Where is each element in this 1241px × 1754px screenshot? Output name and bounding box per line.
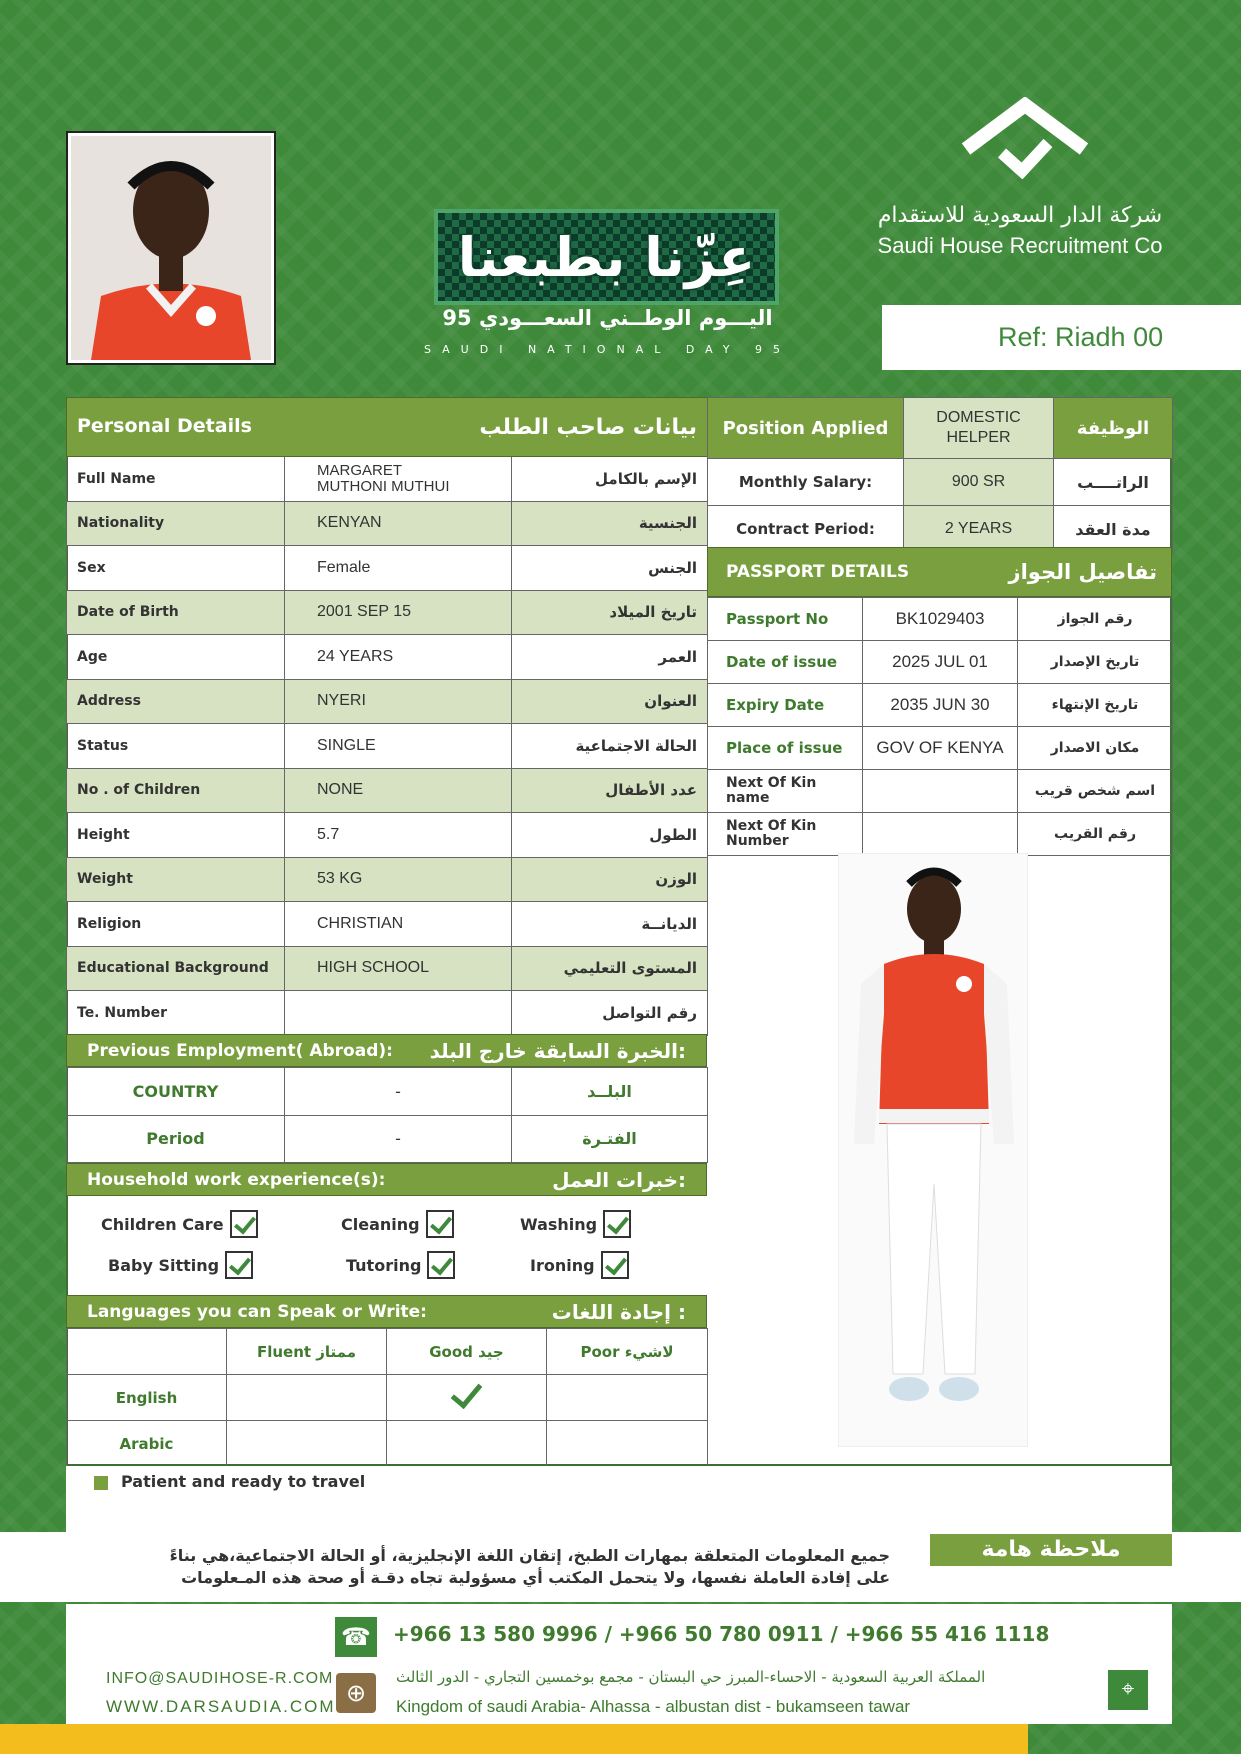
national-day-arabic: اليـــوم الوطــني السعـــودي 95 (442, 306, 773, 330)
education-value: HIGH SCHOOL (285, 946, 512, 991)
table-row (67, 768, 708, 813)
table-row (708, 727, 1173, 770)
religion-label-ar: الديانــة (512, 902, 708, 947)
globe-icon: ⊕ (336, 1673, 376, 1713)
passport-title: PASSPORT DETAILS (726, 562, 910, 582)
table-row (708, 459, 1173, 506)
education-label-ar: المستوى التعليمي (512, 946, 708, 991)
location-pin-icon: ⌖ (1108, 1670, 1148, 1710)
english-fluent-cell (227, 1375, 387, 1421)
weight-label-ar: الوزن (512, 857, 708, 902)
skill-label: Children Care (101, 1214, 224, 1234)
skill-baby-sitting (108, 1251, 253, 1279)
kin-name-label: Next Of Kin name (708, 770, 863, 813)
education-label: Educational Background (67, 946, 285, 991)
yellow-accent-strip (0, 1724, 1028, 1754)
skill-tutoring (346, 1251, 455, 1279)
company-name-english: Saudi House Recruitment Co (877, 233, 1163, 258)
religion-label: Religion (67, 902, 285, 947)
note-text: Patient and ready to travel (121, 1472, 366, 1491)
important-notice-text (90, 1545, 890, 1589)
skill-label: Ironing (530, 1255, 595, 1275)
period-label-ar: الفتـرة (512, 1115, 708, 1163)
empty-cell (67, 1329, 227, 1375)
sex-label-ar: الجنس (512, 546, 708, 591)
skill-cleaning (341, 1210, 454, 1238)
salary-label: Monthly Salary: (708, 459, 904, 506)
phone-icon: ☎ (335, 1617, 377, 1657)
table-row (67, 1375, 708, 1421)
table-row (708, 506, 1173, 553)
skill-label: Baby Sitting (108, 1255, 220, 1275)
address-label-ar: العنوان (512, 679, 708, 724)
table-row (67, 1421, 708, 1467)
address-english: Kingdom of saudi Arabia- Alhassa - albustan dist - bukamseen tawar (396, 1697, 911, 1716)
checked-checkbox-icon[interactable] (601, 1251, 629, 1279)
country-label: COUNTRY (67, 1068, 285, 1116)
weight-value: 53 KG (285, 857, 512, 902)
nationality-label: Nationality (67, 501, 285, 546)
skill-children-care (101, 1210, 258, 1238)
passport-table (707, 597, 1173, 856)
period-label: Period (67, 1115, 285, 1163)
issue-place-value: GOV OF KENYA (863, 727, 1018, 770)
children-value: NONE (285, 768, 512, 813)
languages-title-ar: إجادة اللغات : (551, 1299, 686, 1324)
checked-checkbox-icon[interactable] (427, 1251, 455, 1279)
phone-label: Te. Number (67, 991, 285, 1036)
age-value: 24 YEARS (285, 635, 512, 680)
national-day-english: SAUDI NATIONAL DAY 95 (423, 343, 792, 356)
previous-employment-title: Previous Employment( Abroad): (87, 1040, 393, 1061)
address-value: NYERI (285, 679, 512, 724)
languages-title: Languages you can Speak or Write: (87, 1301, 427, 1322)
skill-ironing (530, 1251, 629, 1279)
reference-number: Ref: Riadh 00 (882, 305, 1241, 370)
english-poor-cell (547, 1375, 708, 1421)
passport-no-label: Passport No (708, 598, 863, 641)
important-notice-title: ملاحظة هامة (930, 1534, 1172, 1566)
status-value: SINGLE (285, 724, 512, 769)
sex-label: Sex (67, 546, 285, 591)
period-value: - (285, 1115, 512, 1163)
weight-label: Weight (67, 857, 285, 902)
position-table (707, 397, 1173, 553)
important-line-2: على إفادة العاملة نفسها، ولا يتحمل المكتب أي مسؤولية تجاه دقـة أو صحة هذه المـعلومات (181, 1568, 890, 1587)
full-name-value: MARGARET MUTHONI MUTHUI (285, 457, 512, 502)
kin-number-value (863, 813, 1018, 856)
issue-place-label: Place of issue (708, 727, 863, 770)
table-row (67, 635, 708, 680)
banner-slogan: عِزّنا بطبعنا (457, 225, 756, 289)
table-row (67, 946, 708, 991)
languages-table (66, 1328, 708, 1467)
height-label: Height (67, 813, 285, 858)
phone-numbers[interactable]: +966 13 580 9996 / +966 50 780 0911 / +966 55 416 1118 (393, 1622, 1050, 1646)
status-label-ar: الحالة الاجتماعية (512, 724, 708, 769)
table-row (67, 813, 708, 858)
portrait-illustration (71, 136, 271, 360)
status-label: Status (67, 724, 285, 769)
table-row (708, 598, 1173, 641)
issue-date-value: 2025 JUL 01 (863, 641, 1018, 684)
table-row (67, 724, 708, 769)
nationality-value: KENYAN (285, 501, 512, 546)
salary-value: 900 SR (904, 459, 1054, 506)
contract-label-ar: مدة العقد (1054, 506, 1173, 553)
sex-value: Female (285, 546, 512, 591)
checked-checkbox-icon[interactable] (603, 1210, 631, 1238)
previous-employment-header (66, 1034, 707, 1067)
table-row (708, 684, 1173, 727)
table-row (67, 857, 708, 902)
arabic-label: Arabic (67, 1421, 227, 1467)
kin-number-label: Next Of Kin Number (708, 813, 863, 856)
personal-details-table (66, 397, 708, 1036)
household-title-ar: خبرات العمل: (552, 1167, 686, 1192)
applicant-full-photo (838, 853, 1028, 1447)
kin-name-label-ar: اسم شخص قريب (1018, 770, 1173, 813)
salary-label-ar: الراتــــب (1054, 459, 1173, 506)
children-label-ar: عدد الأطفال (512, 768, 708, 813)
table-row (67, 501, 708, 546)
dob-label-ar: تاريخ الميلاد (512, 590, 708, 635)
personal-details-title: Personal Details (77, 414, 252, 437)
issue-date-label-ar: تاريخ الإصدار (1018, 641, 1173, 684)
issue-place-label-ar: مكان الاصدار (1018, 727, 1173, 770)
full-body-illustration (839, 854, 1028, 1447)
table-row (708, 641, 1173, 684)
english-good-cell (387, 1375, 547, 1421)
skill-label: Tutoring (346, 1255, 422, 1275)
issue-date-label: Date of issue (708, 641, 863, 684)
religion-value: CHRISTIAN (285, 902, 512, 947)
applicant-portrait-photo (66, 131, 276, 365)
table-row (67, 546, 708, 591)
table-row (67, 457, 708, 502)
table-row (67, 1329, 708, 1375)
previous-employment-title-ar: الخبرة السابقة خارج البلد: (429, 1038, 686, 1063)
languages-header (66, 1295, 707, 1328)
expiry-date-label: Expiry Date (708, 684, 863, 727)
skill-label: Cleaning (341, 1214, 420, 1234)
email-link[interactable]: INFO@SAUDIHOSE-R.COM (106, 1670, 334, 1687)
position-value: DOMESTIC HELPER (904, 398, 1054, 459)
poor-header: Poor لاشيء (547, 1329, 708, 1375)
passport-no-value: BK1029403 (863, 598, 1018, 641)
personal-details-header (67, 398, 708, 457)
expiry-date-value: 2035 JUN 30 (863, 684, 1018, 727)
house-logo-icon (958, 97, 1092, 179)
personal-details-title-ar: بيانات صاحب الطلب (479, 414, 698, 440)
table-row (67, 1068, 708, 1116)
table-row (67, 991, 708, 1036)
address-arabic: المملكة العربية السعودية - الاحساء-المبرز حي البستان - مجمع بوخمسين التجاري - الدور الثالث (396, 1668, 986, 1686)
position-label-ar: الوظيفة (1054, 398, 1173, 459)
table-row (708, 813, 1173, 856)
arabic-poor-cell (547, 1421, 708, 1467)
children-label: No . of Children (67, 768, 285, 813)
good-header: Good جيد (387, 1329, 547, 1375)
nationality-label-ar: الجنسية (512, 501, 708, 546)
contract-value: 2 YEARS (904, 506, 1054, 553)
previous-employment-table (66, 1067, 708, 1163)
table-row (67, 902, 708, 947)
expiry-date-label-ar: تاريخ الإنتهاء (1018, 684, 1173, 727)
country-label-ar: البلــد (512, 1068, 708, 1116)
country-value: - (285, 1068, 512, 1116)
national-day-banner (434, 209, 779, 305)
full-name-label: Full Name (67, 457, 285, 502)
arabic-good-cell (387, 1421, 547, 1467)
dob-label: Date of Birth (67, 590, 285, 635)
table-row (67, 1115, 708, 1163)
english-label: English (67, 1375, 227, 1421)
position-label: Position Applied (708, 398, 904, 459)
checked-checkbox-icon[interactable] (225, 1251, 253, 1279)
table-row (67, 590, 708, 635)
phone-value (285, 991, 512, 1036)
table-row (708, 398, 1173, 459)
checkmark-icon (451, 1376, 483, 1409)
arabic-fluent-cell (227, 1421, 387, 1467)
dob-value: 2001 SEP 15 (285, 590, 512, 635)
passport-no-label-ar: رقم الجواز (1018, 598, 1173, 641)
household-header (66, 1163, 707, 1196)
fluent-header: Fluent ممتاز (227, 1329, 387, 1375)
skill-label: Washing (520, 1214, 598, 1234)
full-name-label-ar: الإسم بالكامل (512, 457, 708, 502)
website-link[interactable]: WWW.DARSAUDIA.COM (106, 1697, 336, 1716)
age-label-ar: العمر (512, 635, 708, 680)
passport-header (707, 547, 1172, 597)
address-label: Address (67, 679, 285, 724)
contract-label: Contract Period: (708, 506, 904, 553)
skill-washing (520, 1210, 631, 1238)
height-label-ar: الطول (512, 813, 708, 858)
table-row (708, 770, 1173, 813)
age-label: Age (67, 635, 285, 680)
phone-label-ar: رقم التواصل (512, 991, 708, 1036)
checked-checkbox-icon[interactable] (230, 1210, 258, 1238)
company-name-arabic: شركة الدار السعودية للاستقدام (877, 203, 1163, 228)
important-line-1: جميع المعلومات المتعلقة بمهارات الطبخ، إتقان اللغة الإنجليزية، أو الحالة الاجتماعية،هي بناءً (169, 1546, 890, 1565)
household-title: Household work experience(s): (87, 1169, 386, 1190)
table-row (67, 679, 708, 724)
passport-title-ar: تفاصيل الجواز (1008, 560, 1157, 584)
checked-checkbox-icon[interactable] (426, 1210, 454, 1238)
kin-name-value (863, 770, 1018, 813)
note-bullet-icon (94, 1476, 108, 1490)
kin-number-label-ar: رقم القريب (1018, 813, 1173, 856)
height-value: 5.7 (285, 813, 512, 858)
